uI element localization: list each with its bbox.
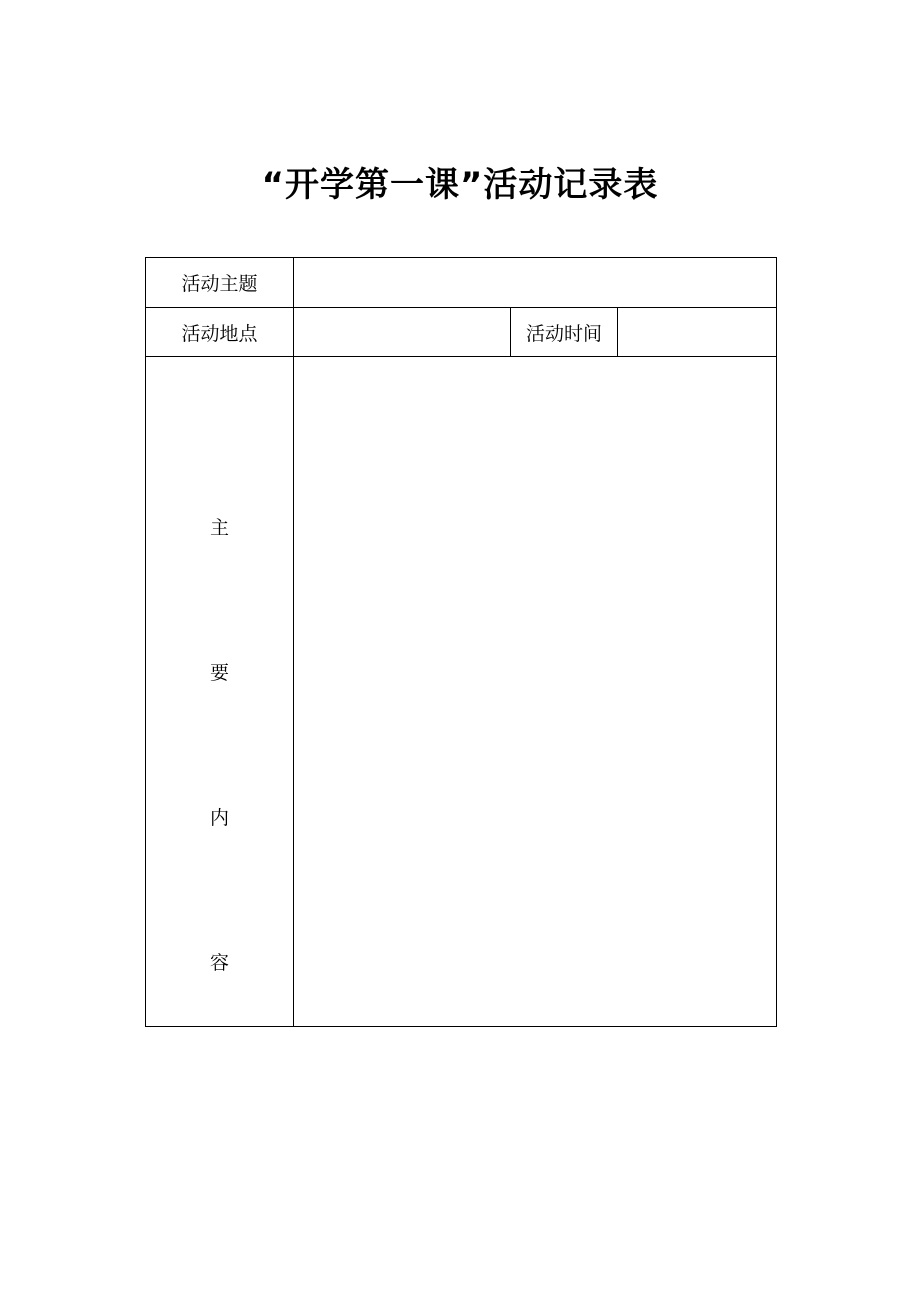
content-label-char: 容: [209, 952, 229, 974]
page-title: “开学第一课”活动记录表: [261, 165, 659, 205]
place-label: 活动地点: [146, 308, 294, 357]
time-field[interactable]: [618, 308, 777, 357]
content-row: [146, 357, 777, 1027]
content-label-char: 要: [209, 662, 229, 684]
activity-record-table: [145, 257, 777, 1027]
theme-field[interactable]: [294, 258, 777, 308]
time-label: 活动时间: [511, 308, 618, 357]
place-field[interactable]: [294, 308, 511, 357]
content-label: [146, 357, 294, 1027]
place-time-row: [146, 308, 777, 357]
content-label-char: 内: [209, 807, 229, 829]
theme-label: 活动主题: [146, 258, 294, 308]
content-field[interactable]: [294, 357, 777, 1027]
content-label-char: 主: [209, 517, 229, 539]
theme-row: [146, 258, 777, 308]
